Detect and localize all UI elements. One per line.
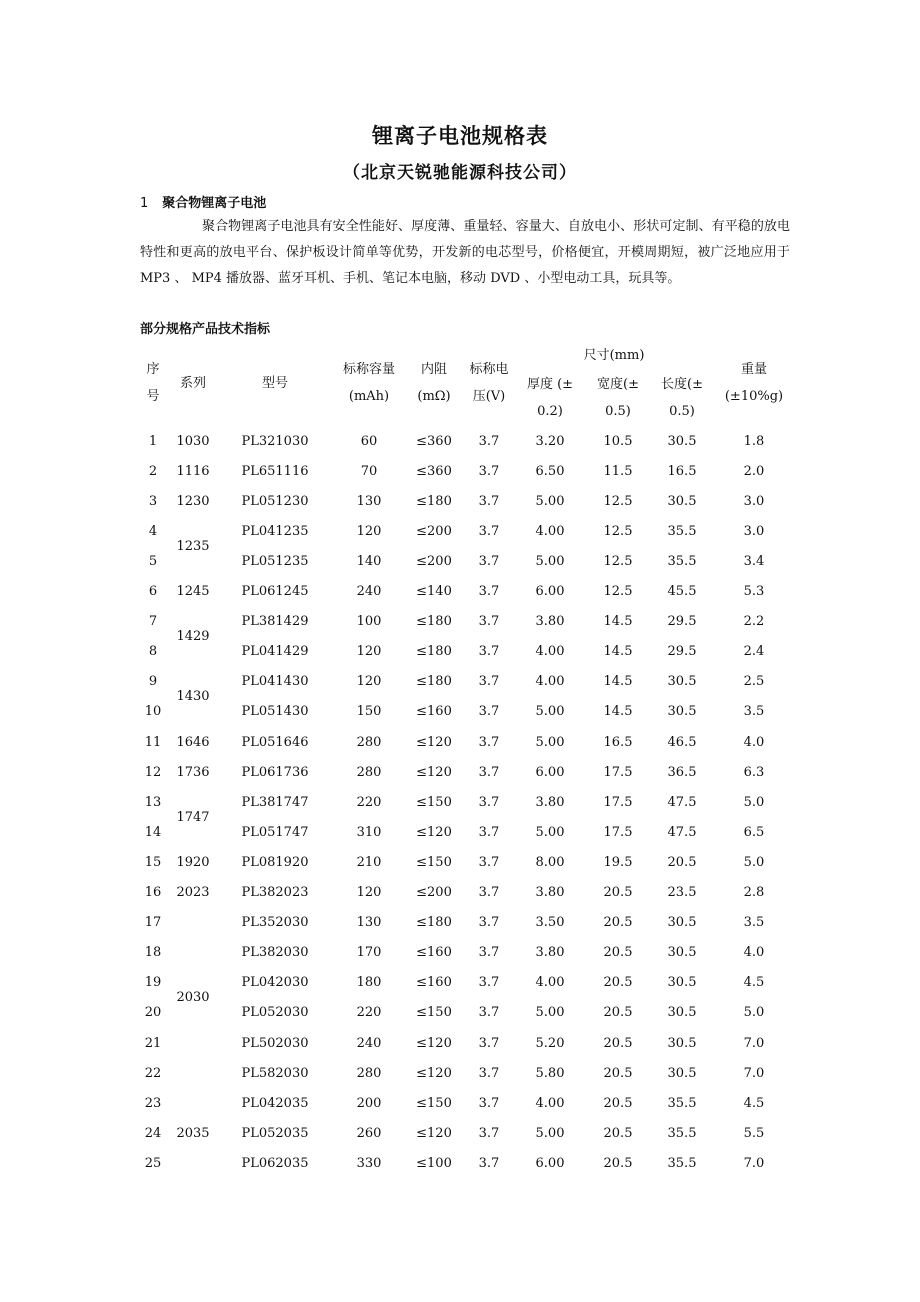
cell-width: 20.5 (603, 1065, 633, 1081)
cell-weight: 7.0 (743, 1155, 765, 1171)
company-subtitle: （北京天锐驰能源科技公司） (343, 163, 577, 183)
cell-capacity: 120 (356, 885, 382, 901)
cell-length: 30.5 (667, 433, 697, 449)
cell-capacity: 180 (356, 975, 382, 991)
header-size: 尺寸(mm) (583, 347, 645, 363)
cell-series: 1235 (176, 538, 210, 554)
table-row (136, 667, 794, 697)
cell-voltage: 3.7 (478, 885, 500, 901)
section-heading (140, 192, 266, 211)
cell-weight: 5.5 (743, 1125, 765, 1141)
cell-series: 1030 (176, 433, 210, 449)
description-paragraph: 聚合物锂离子电池具有安全性能好、厚度薄、重量轻、容量大、自放电小、形状可定制、有平稳的放电特性和更高的放电平台、保护板设计简单等优势，开发新的电芯型号，价格便宜，开模周期短，被广泛地应用于 MP3 、 MP4 播放器、蓝牙耳机、手机、笔记本电脑，移动 DVD 、小型电动工具，玩具等。 (140, 219, 790, 286)
cell-series: 1116 (176, 463, 210, 479)
cell-thickness: 5.00 (535, 554, 565, 570)
cell-length: 29.5 (667, 644, 697, 660)
cell-weight: 3.0 (743, 523, 765, 539)
cell-seq: 18 (144, 945, 162, 961)
header-width: 宽度(± 0.5) (597, 377, 639, 420)
cell-capacity: 280 (356, 734, 382, 750)
cell-thickness: 5.00 (535, 1005, 565, 1021)
cell-model: PL042035 (241, 1095, 309, 1111)
table-row (136, 727, 794, 757)
cell-resistance: ≤150 (416, 1095, 452, 1111)
cell-voltage: 3.7 (478, 1005, 500, 1021)
cell-thickness: 3.80 (535, 945, 565, 961)
cell-voltage: 3.7 (478, 794, 500, 810)
cell-voltage: 3.7 (478, 1125, 500, 1141)
cell-series: 2035 (176, 1125, 210, 1141)
table-row (136, 697, 794, 727)
cell-series: 2023 (176, 885, 210, 901)
cell-seq: 16 (144, 885, 162, 901)
cell-capacity: 120 (356, 674, 382, 690)
cell-weight: 6.5 (743, 824, 765, 840)
cell-thickness: 3.80 (535, 885, 565, 901)
cell-model: PL382030 (241, 945, 309, 961)
table-row (136, 1028, 794, 1058)
cell-length: 35.5 (667, 554, 697, 570)
cell-thickness: 6.00 (535, 764, 565, 780)
cell-voltage: 3.7 (478, 584, 500, 600)
cell-length: 36.5 (667, 764, 697, 780)
cell-thickness: 5.00 (535, 1125, 565, 1141)
cell-width: 14.5 (603, 674, 633, 690)
cell-resistance: ≤160 (416, 704, 452, 720)
cell-thickness: 6.50 (535, 463, 565, 479)
cell-thickness: 4.00 (535, 1095, 565, 1111)
cell-resistance: ≤120 (416, 1125, 452, 1141)
cell-voltage: 3.7 (478, 1095, 500, 1111)
cell-length: 30.5 (667, 915, 697, 931)
cell-capacity: 240 (356, 584, 382, 600)
table-row (136, 1088, 794, 1118)
cell-width: 19.5 (603, 854, 633, 870)
cell-width: 17.5 (603, 824, 633, 840)
cell-resistance: ≤180 (416, 674, 452, 690)
table-row (136, 938, 794, 968)
cell-width: 14.5 (603, 614, 633, 630)
cell-thickness: 4.00 (535, 975, 565, 991)
cell-voltage: 3.7 (478, 433, 500, 449)
cell-model: PL321030 (241, 433, 309, 449)
cell-thickness: 5.20 (535, 1035, 565, 1051)
table-row (136, 577, 794, 607)
cell-resistance: ≤120 (416, 824, 452, 840)
cell-width: 20.5 (603, 1155, 633, 1171)
cell-model: PL041429 (241, 644, 309, 660)
header-resistance: 内阻 (mΩ) (417, 362, 451, 405)
cell-weight: 4.5 (743, 1095, 765, 1111)
cell-seq: 10 (144, 704, 162, 720)
cell-series: 1646 (176, 734, 210, 750)
cell-capacity: 220 (356, 1005, 382, 1021)
cell-model: PL061736 (241, 764, 309, 780)
cell-capacity: 210 (356, 854, 382, 870)
cell-length: 30.5 (667, 945, 697, 961)
cell-width: 20.5 (603, 975, 633, 991)
cell-resistance: ≤120 (416, 734, 452, 750)
cell-length: 30.5 (667, 493, 697, 509)
cell-voltage: 3.7 (478, 854, 500, 870)
cell-length: 30.5 (667, 975, 697, 991)
table-row (136, 1058, 794, 1088)
cell-width: 12.5 (603, 554, 633, 570)
cell-resistance: ≤360 (416, 463, 452, 479)
cell-resistance: ≤140 (416, 584, 452, 600)
cell-seq: 13 (144, 794, 162, 810)
cell-resistance: ≤180 (416, 915, 452, 931)
cell-length: 30.5 (667, 1065, 697, 1081)
cell-thickness: 4.00 (535, 644, 565, 660)
cell-capacity: 260 (356, 1125, 382, 1141)
header-voltage: 标称电 压(V) (469, 362, 509, 405)
cell-voltage: 3.7 (478, 975, 500, 991)
cell-thickness: 4.00 (535, 523, 565, 539)
cell-thickness: 5.00 (535, 704, 565, 720)
cell-resistance: ≤150 (416, 854, 452, 870)
cell-length: 30.5 (667, 1035, 697, 1051)
cell-seq: 15 (144, 854, 162, 870)
cell-resistance: ≤200 (416, 885, 452, 901)
cell-resistance: ≤150 (416, 794, 452, 810)
cell-capacity: 140 (356, 554, 382, 570)
table-row (136, 787, 794, 817)
cell-resistance: ≤120 (416, 1035, 452, 1051)
cell-series: 1747 (176, 809, 210, 825)
cell-width: 20.5 (603, 1035, 633, 1051)
cell-capacity: 170 (356, 945, 382, 961)
cell-weight: 3.0 (743, 493, 765, 509)
table-row (136, 607, 794, 637)
cell-seq: 21 (144, 1035, 162, 1051)
table-row (136, 878, 794, 908)
cell-seq: 24 (144, 1125, 162, 1141)
cell-capacity: 60 (360, 433, 378, 449)
cell-length: 35.5 (667, 1095, 697, 1111)
cell-voltage: 3.7 (478, 554, 500, 570)
cell-weight: 3.5 (743, 915, 765, 931)
cell-width: 20.5 (603, 1005, 633, 1021)
cell-capacity: 280 (356, 764, 382, 780)
cell-width: 11.5 (603, 463, 633, 479)
cell-width: 10.5 (603, 433, 633, 449)
cell-model: PL042030 (241, 975, 309, 991)
cell-model: PL041235 (241, 523, 309, 539)
cell-width: 12.5 (603, 493, 633, 509)
cell-weight: 7.0 (743, 1065, 765, 1081)
cell-weight: 5.0 (743, 794, 765, 810)
cell-thickness: 6.00 (535, 584, 565, 600)
cell-model: PL052030 (241, 1005, 309, 1021)
cell-length: 20.5 (667, 854, 697, 870)
cell-weight: 2.0 (743, 463, 765, 479)
cell-width: 14.5 (603, 644, 633, 660)
cell-seq: 14 (144, 824, 162, 840)
cell-model: PL582030 (241, 1065, 309, 1081)
cell-thickness: 3.50 (535, 915, 565, 931)
cell-model: PL052035 (241, 1125, 309, 1141)
cell-width: 20.5 (603, 945, 633, 961)
cell-voltage: 3.7 (478, 463, 500, 479)
cell-weight: 2.4 (743, 644, 765, 660)
cell-length: 35.5 (667, 1155, 697, 1171)
cell-weight: 2.8 (743, 885, 765, 901)
cell-seq: 6 (148, 584, 158, 600)
cell-capacity: 100 (356, 614, 382, 630)
cell-model: PL382023 (241, 885, 309, 901)
cell-voltage: 3.7 (478, 644, 500, 660)
cell-capacity: 240 (356, 1035, 382, 1051)
table-row (136, 908, 794, 938)
table-row (136, 1148, 794, 1178)
cell-model: PL352030 (241, 915, 309, 931)
cell-thickness: 6.00 (535, 1155, 565, 1171)
cell-seq: 11 (144, 734, 162, 750)
cell-voltage: 3.7 (478, 704, 500, 720)
cell-resistance: ≤160 (416, 975, 452, 991)
cell-model: PL051430 (241, 704, 309, 720)
cell-voltage: 3.7 (478, 523, 500, 539)
header-model: 型号 (261, 375, 288, 391)
cell-voltage: 3.7 (478, 945, 500, 961)
cell-series: 1245 (176, 584, 210, 600)
cell-weight: 6.3 (743, 764, 765, 780)
cell-voltage: 3.7 (478, 915, 500, 931)
cell-voltage: 3.7 (478, 493, 500, 509)
cell-seq: 19 (144, 975, 162, 991)
table-row (136, 456, 794, 486)
section-title: 聚合物锂离子电池 (162, 196, 267, 211)
cell-model: PL051646 (241, 734, 309, 750)
cell-weight: 5.0 (743, 854, 765, 870)
cell-voltage: 3.7 (478, 674, 500, 690)
table-row (136, 516, 794, 546)
cell-model: PL381429 (241, 614, 309, 630)
cell-seq: 20 (144, 1005, 162, 1021)
cell-width: 16.5 (603, 734, 633, 750)
cell-width: 12.5 (603, 584, 633, 600)
cell-capacity: 330 (356, 1155, 382, 1171)
cell-series: 1736 (176, 764, 210, 780)
cell-weight: 5.3 (743, 584, 765, 600)
cell-resistance: ≤180 (416, 493, 452, 509)
header-seq: 序 号 (146, 362, 160, 405)
header-series: 系列 (179, 375, 206, 391)
cell-capacity: 220 (356, 794, 382, 810)
cell-weight: 7.0 (743, 1035, 765, 1051)
cell-voltage: 3.7 (478, 734, 500, 750)
cell-seq: 2 (148, 463, 158, 479)
cell-width: 17.5 (603, 794, 633, 810)
cell-model: PL651116 (241, 463, 309, 479)
cell-resistance: ≤160 (416, 945, 452, 961)
section-number: 1 (140, 196, 149, 211)
cell-voltage: 3.7 (478, 824, 500, 840)
cell-width: 20.5 (603, 885, 633, 901)
cell-resistance: ≤180 (416, 644, 452, 660)
cell-capacity: 150 (356, 704, 382, 720)
header-thickness: 厚度 (± 0.2) (526, 377, 574, 420)
cell-series: 1430 (176, 689, 210, 705)
cell-thickness: 5.00 (535, 734, 565, 750)
cell-resistance: ≤180 (416, 614, 452, 630)
cell-voltage: 3.7 (478, 1035, 500, 1051)
cell-seq: 9 (148, 674, 158, 690)
cell-model: PL381747 (241, 794, 309, 810)
cell-length: 35.5 (667, 1125, 697, 1141)
header-capacity: 标称容量 (mAh) (342, 362, 395, 405)
table-row (136, 817, 794, 847)
cell-weight: 4.0 (743, 945, 765, 961)
cell-capacity: 200 (356, 1095, 382, 1111)
cell-weight: 2.2 (743, 614, 765, 630)
page-title: 锂离子电池规格表 (372, 124, 548, 148)
cell-series: 2030 (176, 990, 210, 1006)
header-weight: 重量 (±10%g) (724, 362, 784, 405)
cell-thickness: 8.00 (535, 854, 565, 870)
cell-seq: 7 (148, 614, 158, 630)
cell-seq: 12 (144, 764, 162, 780)
cell-model: PL061245 (241, 584, 309, 600)
table-row (136, 1118, 794, 1148)
header-length: 长度(± 0.5) (661, 377, 703, 420)
cell-thickness: 3.80 (535, 794, 565, 810)
table-header (136, 340, 794, 426)
cell-capacity: 120 (356, 644, 382, 660)
spec-table (136, 340, 794, 1178)
cell-capacity: 310 (356, 824, 382, 840)
cell-model: PL081920 (241, 854, 309, 870)
cell-weight: 4.0 (743, 734, 765, 750)
cell-width: 20.5 (603, 1095, 633, 1111)
cell-thickness: 3.20 (535, 433, 565, 449)
cell-weight: 2.5 (743, 674, 765, 690)
cell-length: 47.5 (667, 824, 697, 840)
cell-seq: 3 (148, 493, 158, 509)
cell-resistance: ≤360 (416, 433, 452, 449)
cell-weight: 5.0 (743, 1005, 765, 1021)
cell-thickness: 4.00 (535, 674, 565, 690)
cell-resistance: ≤200 (416, 554, 452, 570)
cell-length: 30.5 (667, 1005, 697, 1021)
cell-model: PL051230 (241, 493, 309, 509)
cell-model: PL502030 (241, 1035, 309, 1051)
cell-thickness: 5.00 (535, 824, 565, 840)
cell-capacity: 280 (356, 1065, 382, 1081)
cell-seq: 22 (144, 1065, 162, 1081)
cell-model: PL051235 (241, 554, 309, 570)
cell-thickness: 5.00 (535, 493, 565, 509)
cell-seq: 17 (144, 915, 162, 931)
cell-width: 12.5 (603, 523, 633, 539)
cell-length: 16.5 (667, 463, 697, 479)
cell-resistance: ≤150 (416, 1005, 452, 1021)
cell-voltage: 3.7 (478, 1065, 500, 1081)
table-row (136, 847, 794, 877)
cell-capacity: 130 (356, 493, 382, 509)
cell-series: 1920 (176, 854, 210, 870)
table-heading: 部分规格产品技术指标 (140, 322, 271, 337)
cell-length: 47.5 (667, 794, 697, 810)
cell-voltage: 3.7 (478, 764, 500, 780)
cell-length: 29.5 (667, 614, 697, 630)
cell-length: 23.5 (667, 885, 697, 901)
cell-model: PL051747 (241, 824, 309, 840)
table-row (136, 426, 794, 456)
cell-length: 35.5 (667, 523, 697, 539)
cell-thickness: 5.80 (535, 1065, 565, 1081)
cell-series: 1429 (176, 629, 210, 645)
cell-seq: 25 (144, 1155, 162, 1171)
cell-thickness: 3.80 (535, 614, 565, 630)
cell-voltage: 3.7 (478, 614, 500, 630)
cell-model: PL062035 (241, 1155, 309, 1171)
cell-width: 17.5 (603, 764, 633, 780)
cell-resistance: ≤200 (416, 523, 452, 539)
cell-seq: 5 (148, 554, 158, 570)
cell-capacity: 70 (360, 463, 378, 479)
cell-length: 30.5 (667, 674, 697, 690)
cell-width: 20.5 (603, 1125, 633, 1141)
cell-seq: 1 (148, 433, 158, 449)
cell-width: 14.5 (603, 704, 633, 720)
cell-weight: 4.5 (743, 975, 765, 991)
cell-seq: 8 (148, 644, 158, 660)
cell-capacity: 130 (356, 915, 382, 931)
cell-series: 1230 (176, 493, 210, 509)
cell-resistance: ≤120 (416, 764, 452, 780)
cell-weight: 3.4 (743, 554, 765, 570)
table-row (136, 546, 794, 576)
cell-weight: 3.5 (743, 704, 765, 720)
cell-length: 46.5 (667, 734, 697, 750)
table-row (136, 486, 794, 516)
table-row (136, 968, 794, 998)
cell-capacity: 120 (356, 523, 382, 539)
cell-length: 45.5 (667, 584, 697, 600)
cell-model: PL041430 (241, 674, 309, 690)
cell-voltage: 3.7 (478, 1155, 500, 1171)
cell-resistance: ≤100 (416, 1155, 452, 1171)
cell-seq: 23 (144, 1095, 162, 1111)
table-row (136, 998, 794, 1028)
cell-resistance: ≤120 (416, 1065, 452, 1081)
table-row (136, 637, 794, 667)
cell-seq: 4 (148, 523, 158, 539)
table-row (136, 757, 794, 787)
cell-width: 20.5 (603, 915, 633, 931)
cell-weight: 1.8 (743, 433, 765, 449)
cell-length: 30.5 (667, 704, 697, 720)
table-body (136, 426, 794, 1178)
